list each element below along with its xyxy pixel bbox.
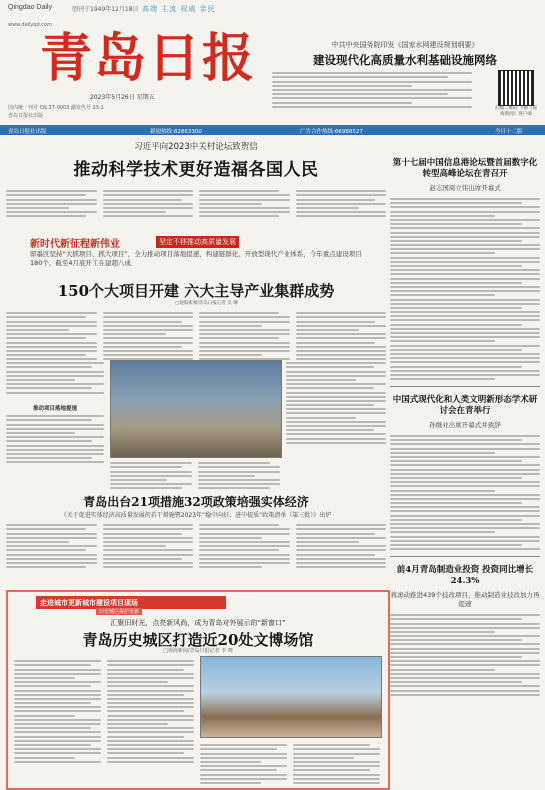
feature-body-top [6,310,386,362]
right-item3-headline[interactable]: 前4月青岛制造业投资 投资同比增长 24.3% [396,565,534,587]
bar-page-count: 今日十二版 [495,129,523,135]
right-column [390,140,540,698]
section-subheading: 推动项目落地提速 [32,406,77,412]
right-item1-sub: 赵志国周立伟出席开幕式 [429,184,501,192]
right-item1-body [390,198,540,380]
lead-headline: 推动科学技术更好造福各国人民 [73,160,319,180]
right-item3-sub: 将滚动推进439个技改项目，推动制造业技改加力再提速 [390,591,540,609]
highlight-body-right [200,742,380,786]
paper-english-name: Qingdao Daily [8,4,52,11]
historic-district-photo [200,656,382,738]
highlight-banner: 走进城市更新城市建设项目现场 [36,596,226,609]
masthead [0,0,270,124]
feature-body-bottom [110,460,280,492]
highlight-article[interactable] [6,590,390,790]
info-bar [0,125,545,135]
lead-subheading: 习近平向2023中关村论坛致贺信 [134,142,258,152]
bar-publisher: 青岛日报社出版 [8,129,47,135]
top-teaser[interactable] [272,40,538,125]
right-item2-body [390,435,540,550]
policy-headline[interactable]: 青岛出台21项措施32项政策培强实体经济 [83,495,309,509]
feature-headline[interactable]: 150个大项目开建 六大主导产业集群成势 [57,282,335,300]
paper-url: www.dailyqd.com [8,22,52,28]
feature-tag: 坚定不移推动高质量发展 [156,236,239,248]
feature-body-left-2 [6,413,104,465]
bar-news-hotline: 新闻热线:82863300 [150,129,202,135]
feature-section[interactable] [6,232,386,280]
highlight-headline: 青岛历史城区打造近20处文博场馆 [82,631,314,649]
right-item3-body [390,614,540,696]
highlight-banner-sub: 历史城区保护更新 [96,608,142,615]
policy-body [6,522,386,570]
teaser-kicker: 中共中央国务院印发《国家水网建设规划纲要》 [331,41,479,49]
right-item2-headline[interactable]: 中国式现代化和人类文明新形态学术研讨会在青举行 [392,395,538,417]
lead-body [6,188,386,220]
logo-text: 青岛日报 [40,28,257,89]
issue-date: 2023年5月26日 星期五 [90,94,155,101]
highlight-deck: 汇聚旧时光，点亮新风尚，成为青岛对外展示的“新窗口” [110,619,286,627]
highlight-body-left [14,658,194,765]
feature-brand: 新时代新征程新伟业 [30,239,120,250]
publication-code: 国内统一刊号 CN 37-0003 邮发代号 23-1 [8,105,104,111]
teaser-headline: 建设现代化高质量水利基础设施网络 [313,53,497,67]
feature-byline: □观海新闻/青岛日报记者 吴 琳 [175,301,238,306]
paper-slogan: 高端 主流 权威 亲民 [142,5,216,13]
qr-code-icon[interactable] [498,70,534,106]
right-item1-headline[interactable]: 第十七届中国信息港论坛暨首届数字化转型高峰论坛在青召开 [392,158,538,179]
qr-code-label: 扫描二维码 下载《观海新闻》客户端 [495,106,537,117]
paper-logo [40,20,260,90]
feature-body-right [286,360,386,446]
right-item2-sub: 孙继业出席开幕式并致辞 [429,421,501,430]
highlight-byline: □观海新闻/青岛日报记者 李 晓 [163,648,233,654]
policy-subheading: 《关于促进实体经济高质量发展的若干措施暨2023年“稳中向好、进中提质”政策清单（第三批）》出炉 [60,512,332,519]
established-date: 创刊于1949年12月18日 [72,6,139,13]
feature-photo [110,360,282,458]
bar-ad-hotline: 广告合作热线:66988527 [300,129,363,135]
feature-body-left [6,360,104,396]
publisher: 青岛日报社出版 [8,113,44,119]
feature-deck: 即墨区坚持“大抓项目、抓大项目”，全力推动项目落地提速，构建链群化、开放型现代产业体系，今年重点建设项目180个，截至4月底开工在建超八成 [30,250,362,267]
teaser-body [272,70,472,110]
